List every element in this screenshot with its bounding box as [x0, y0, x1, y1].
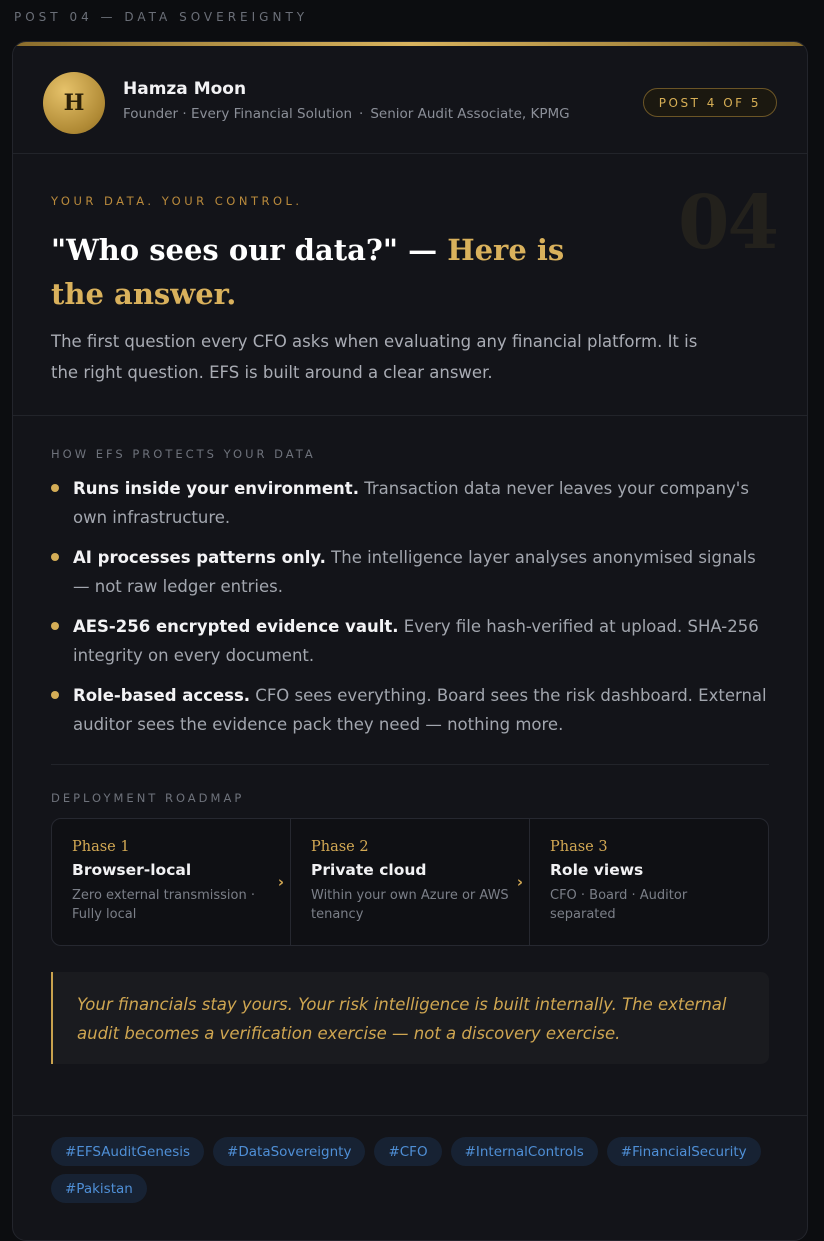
role-separator: · [359, 106, 364, 122]
bullet-text: Every file hash-verified at upload. SHA-256 integrity on every document. [73, 617, 759, 665]
post-card [12, 41, 808, 1241]
bullet-title: Role-based access. [73, 686, 251, 705]
list-item [51, 474, 771, 532]
bullet-dot-icon [51, 691, 59, 699]
list-item [51, 681, 771, 739]
post-count-badge: POST 4 OF 5 [643, 88, 777, 117]
headline-answer: Here is the answer. [51, 233, 565, 311]
bullet-title: AES-256 encrypted evidence vault. [73, 617, 399, 636]
list-item [51, 543, 771, 601]
protect-section-label: HOW EFS PROTECTS YOUR DATA [51, 447, 316, 461]
hashtag[interactable]: #FinancialSecurity [607, 1137, 761, 1166]
phase-description: Zero external transmission · Fully local [72, 888, 255, 922]
chevron-right-icon: › [516, 873, 523, 891]
bullet-title: Runs inside your environment. [73, 479, 359, 498]
bullet-dot-icon [51, 484, 59, 492]
author-role-secondary: Senior Audit Associate, KPMG [370, 106, 570, 122]
author-name[interactable]: Hamza Moon [123, 79, 247, 99]
headline [51, 228, 611, 316]
phase-title: Role views [550, 861, 644, 879]
hashtag[interactable]: #InternalControls [451, 1137, 598, 1166]
phase-description: Within your own Azure or AWS tenancy [311, 888, 509, 922]
intro-lede: The first question every CFO asks when evaluating any financial platform. It is the right question. EFS is built around a clear answer. [51, 332, 698, 382]
phase-title: Browser-local [72, 861, 192, 879]
headline-question: "Who sees our data?" — [51, 233, 448, 267]
phase-title: Private cloud [311, 861, 427, 879]
author-role-primary: Founder · Every Financial Solution [123, 106, 353, 122]
hashtag[interactable]: #DataSovereignty [213, 1137, 365, 1166]
intro-kicker: YOUR DATA. YOUR CONTROL. [51, 194, 303, 208]
hashtag[interactable]: #Pakistan [51, 1174, 147, 1203]
hashtag[interactable]: #CFO [374, 1137, 441, 1166]
hashtags-section [13, 1115, 807, 1241]
hashtag-list [51, 1137, 771, 1203]
phase-number: Phase 1 [72, 839, 130, 855]
bullet-text: Transaction data never leaves your company's own infrastructure. [73, 479, 749, 527]
phase-number: Phase 2 [311, 839, 369, 855]
phase-number: Phase 3 [550, 839, 608, 855]
hashtag[interactable]: #EFSAuditGenesis [51, 1137, 204, 1166]
roadmap-section-label: DEPLOYMENT ROADMAP [51, 791, 245, 805]
bullet-dot-icon [51, 553, 59, 561]
bullet-dot-icon [51, 622, 59, 630]
pull-quote: Your financials stay yours. Your risk intelligence is built internally. The external audit becomes a verification exercise — not a discovery exercise. [51, 972, 769, 1064]
chevron-right-icon: › [277, 873, 284, 891]
bullet-text: The intelligence layer analyses anonymised signals — not raw ledger entries. [73, 548, 756, 596]
post-header [13, 42, 807, 154]
roadmap-phase-1 [52, 819, 291, 945]
section-divider [51, 764, 769, 765]
list-item [51, 612, 771, 670]
post-number-watermark: 04 [678, 180, 777, 266]
roadmap-phase-3 [530, 819, 768, 945]
bullet-title: AI processes patterns only. [73, 548, 326, 567]
avatar[interactable]: H [43, 72, 105, 134]
author-role [123, 106, 570, 122]
phase-description: CFO · Board · Auditor separated [550, 888, 688, 922]
deployment-roadmap [51, 818, 769, 946]
bullet-text: CFO sees everything. Board sees the risk dashboard. External auditor sees the evidence pack they need — nothing more. [73, 686, 767, 734]
intro-section [13, 154, 807, 416]
roadmap-phase-2 [291, 819, 530, 945]
protect-list [51, 474, 771, 750]
post-series-label: POST 04 — DATA SOVEREIGNTY [14, 10, 309, 24]
